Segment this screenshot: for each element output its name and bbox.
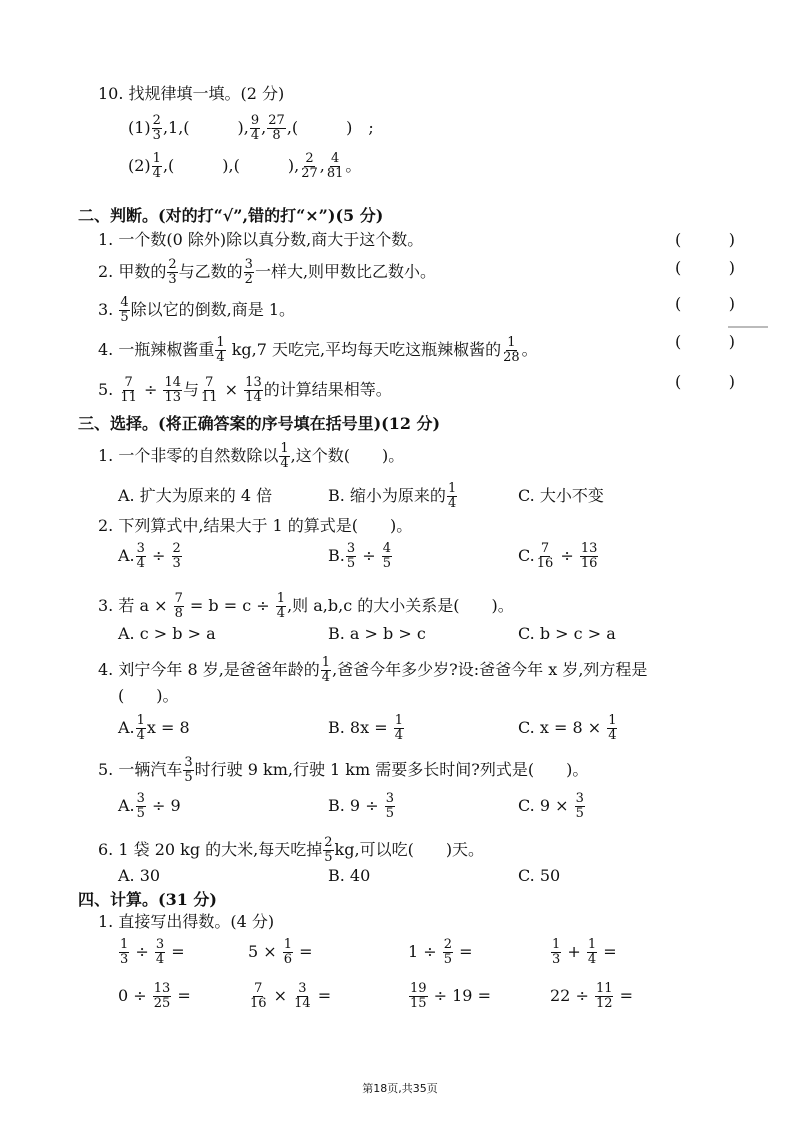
judge-q5: 5. $\frac{7}{11}$ ÷ $\frac{14}{13}$ 与 $\frac{7}{11}$ × $\frac{13}{14}$ 的计算结果相等。 xyxy=(98,375,392,405)
choice-q5-option-c[interactable]: C. 9 × $\frac{3}{5}$ xyxy=(518,791,584,821)
judge-q1: 1. 一个数(0 除外)除以真分数,商大于这个数。 xyxy=(98,230,424,249)
choice-q2: 2. 下列算式中,结果大于 1 的算式是( )。 xyxy=(98,516,413,535)
choice-q3-option-c[interactable]: C. b > c > a xyxy=(518,624,616,643)
scan-mark xyxy=(728,326,768,328)
section4-heading: 四、计算。(31 分) xyxy=(78,890,217,909)
choice-q6-option-c[interactable]: C. 50 xyxy=(518,866,561,885)
choice-q1: 1. 一个非零的自然数除以 $\frac{1}{4}$ ,这个数( )。 xyxy=(98,441,405,471)
choice-q3-option-a[interactable]: A. c > b > a xyxy=(118,624,216,643)
choice-q6-option-b[interactable]: B. 40 xyxy=(328,866,371,885)
choice-q5-option-a[interactable]: A. $\frac{3}{5}$ ÷ 9 xyxy=(118,791,181,821)
choice-q2-option-c[interactable]: C. $\frac{7}{16}$ ÷ $\frac{13}{16}$ xyxy=(518,541,598,571)
section2-heading: 二、判断。(对的打“√”,错的打“×”)(5 分) xyxy=(78,206,384,225)
judge-q2: 2. 甲数的 $\frac{2}{3}$ 与乙数的 $\frac{3}{2}$ 一样大,则甲数比乙数小。 xyxy=(98,257,437,287)
judge-q4: 4. 一瓶辣椒酱重 $\frac{1}{4}$ kg,7 天吃完,平均每天吃这瓶辣椒酱的 $\frac{1}{28}$ 。 xyxy=(98,335,538,365)
choice-q3-option-b[interactable]: B. a > b > c xyxy=(328,624,426,643)
calc-item[interactable]: $\frac{1}{3}$ ÷ $\frac{3}{4}$ = xyxy=(120,937,185,967)
calc-item[interactable]: 22 ÷ $\frac{11}{12}$ = xyxy=(550,981,633,1011)
choice-q2-option-b[interactable]: B. $\frac{3}{5}$ ÷ $\frac{4}{5}$ xyxy=(328,541,391,571)
choice-q3: 3. 若 a × $\frac{7}{8}$ = b = c ÷ $\frac{1}{4}$ ,则 a,b,c 的大小关系是( )。 xyxy=(98,591,514,621)
q10-title: 10. 找规律填一填。(2 分) xyxy=(98,84,285,103)
judge-q3: 3. $\frac{4}{5}$ 除以它的倒数,商是 1。 xyxy=(98,295,295,325)
choice-q2-option-a[interactable]: A. $\frac{3}{4}$ ÷ $\frac{2}{3}$ xyxy=(118,541,181,571)
choice-q1-option-a[interactable]: A. 扩大为原来的 4 倍 xyxy=(118,486,273,505)
choice-q1-option-c[interactable]: C. 大小不变 xyxy=(518,486,604,505)
choice-q4-option-a[interactable]: A. $\frac{1}{4}$ x = 8 xyxy=(118,713,190,743)
calc-item[interactable]: 5 × $\frac{1}{6}$ = xyxy=(248,937,313,967)
calc-item[interactable]: $\frac{7}{16}$ × $\frac{3}{14}$ = xyxy=(250,981,332,1011)
page-footer: 第18页,共35页 xyxy=(362,1082,438,1095)
judge-q1-answer[interactable]: ( ) xyxy=(675,230,735,249)
choice-q5: 5. 一辆汽车 $\frac{3}{5}$ 时行驶 9 km,行驶 1 km 需要多长时间?列式是( )。 xyxy=(98,755,589,785)
judge-q4-answer[interactable]: ( ) xyxy=(675,332,735,351)
calc-item[interactable]: $\frac{1}{3}$ + $\frac{1}{4}$ = xyxy=(552,937,617,967)
calc-item[interactable]: $\frac{19}{15}$ ÷ 19 = xyxy=(410,981,491,1011)
calc-item[interactable]: 0 ÷ $\frac{13}{25}$ = xyxy=(118,981,191,1011)
choice-q5-option-b[interactable]: B. 9 ÷ $\frac{3}{5}$ xyxy=(328,791,394,821)
choice-q6: 6. 1 袋 20 kg 的大米,每天吃掉 $\frac{2}{5}$ kg,可以吃( )天。 xyxy=(98,835,485,865)
judge-q3-answer[interactable]: ( ) xyxy=(675,294,735,313)
calc-subheading: 1. 直接写出得数。(4 分) xyxy=(98,912,275,931)
judge-q2-answer[interactable]: ( ) xyxy=(675,258,735,277)
calc-item[interactable]: 1 ÷ $\frac{2}{5}$ = xyxy=(408,937,473,967)
section3-heading: 三、选择。(将正确答案的序号填在括号里)(12 分) xyxy=(78,414,441,433)
q10-line2: (2) $\frac{1}{4}$ ,( ),( ), $\frac{2}{27}$ , $\frac{4}{81}$ 。 xyxy=(128,151,362,181)
choice-q1-option-b[interactable]: B. 缩小为原来的 $\frac{1}{4}$ xyxy=(328,481,457,511)
choice-q4-option-b[interactable]: B. 8x = $\frac{1}{4}$ xyxy=(328,713,403,743)
q10-line1: (1) $\frac{2}{3}$ ,1,( ), $\frac{9}{4}$ , $\frac{27}{8}$ ,( ) ; xyxy=(128,113,374,143)
judge-q5-answer[interactable]: ( ) xyxy=(675,372,735,391)
choice-q4-option-c[interactable]: C. x = 8 × $\frac{1}{4}$ xyxy=(518,713,617,743)
choice-q6-option-a[interactable]: A. 30 xyxy=(118,866,161,885)
choice-q4: 4. 刘宁今年 8 岁,是爸爸年龄的 $\frac{1}{4}$ ,爸爸今年多少岁?设:爸爸今年 x 岁,列方程是 xyxy=(98,655,648,685)
choice-q4-blank[interactable]: ( )。 xyxy=(118,686,179,705)
